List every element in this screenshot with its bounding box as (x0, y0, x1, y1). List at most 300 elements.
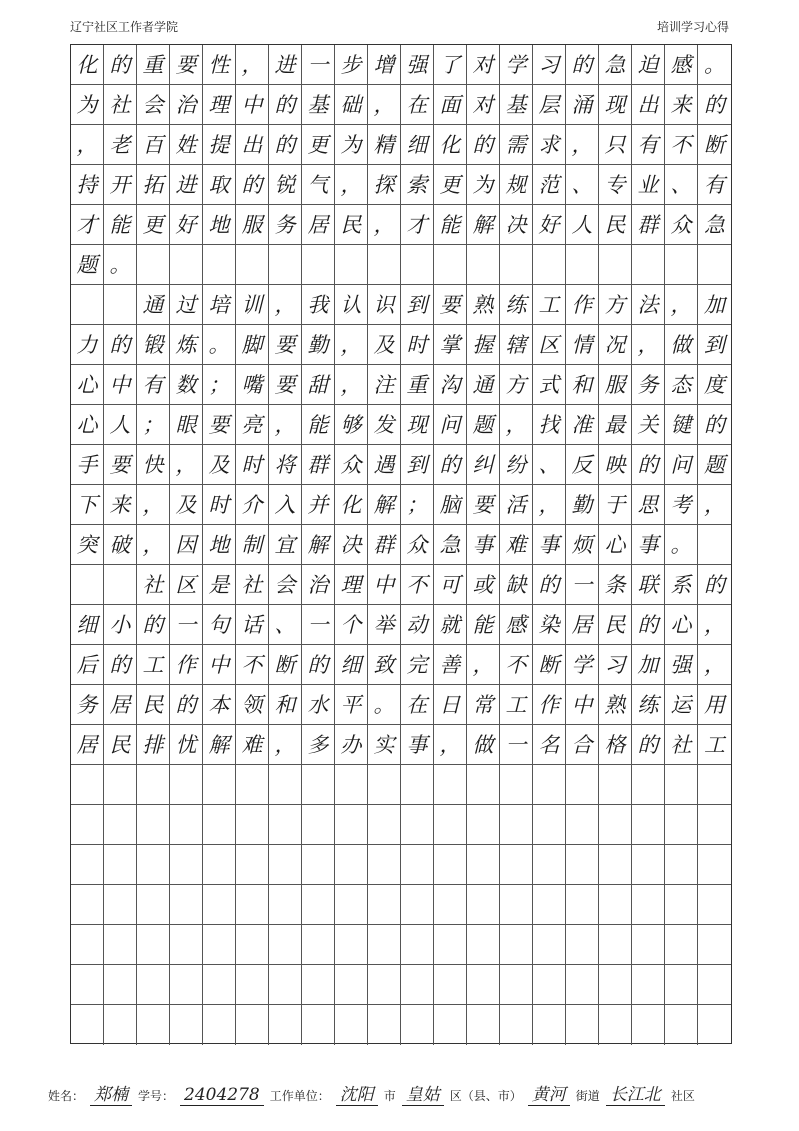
grid-cell: ， (170, 445, 203, 485)
street-suffix: 街道 (575, 1088, 600, 1103)
grid-cell (500, 245, 533, 285)
grid-cell (203, 885, 236, 925)
grid-cell: ， (698, 645, 731, 685)
grid-cell: 社 (236, 565, 269, 605)
grid-cell (401, 805, 434, 845)
grid-cell: 感 (500, 605, 533, 645)
grid-cell (533, 1005, 566, 1045)
grid-cell: 要 (269, 365, 302, 405)
grid-cell: 群 (302, 445, 335, 485)
grid-cell: 要 (434, 285, 467, 325)
grid-cell: 脚 (236, 325, 269, 365)
page-header (70, 14, 729, 38)
grid-cell: 过 (170, 285, 203, 325)
grid-cell: 发 (368, 405, 401, 445)
grid-cell: 感 (665, 45, 698, 85)
grid-cell: 题 (467, 405, 500, 445)
grid-cell (500, 765, 533, 805)
grid-cell: 动 (401, 605, 434, 645)
grid-cell: 话 (236, 605, 269, 645)
grid-cell (401, 885, 434, 925)
grid-cell: 断 (533, 645, 566, 685)
grid-cell: 键 (665, 405, 698, 445)
grid-cell: 群 (632, 205, 665, 245)
grid-cell: 现 (401, 405, 434, 445)
grid-row (71, 725, 731, 765)
grid-cell: 急 (434, 525, 467, 565)
grid-cell (137, 245, 170, 285)
grid-cell (401, 245, 434, 285)
grid-cell (467, 965, 500, 1005)
grid-cell (203, 845, 236, 885)
grid-cell: 基 (302, 85, 335, 125)
grid-cell (368, 965, 401, 1005)
grid-cell (170, 845, 203, 885)
grid-cell: 精 (368, 125, 401, 165)
grid-cell (434, 1005, 467, 1045)
grid-cell (302, 965, 335, 1005)
grid-cell: 中 (566, 685, 599, 725)
grid-cell: 甜 (302, 365, 335, 405)
grid-cell (71, 765, 104, 805)
grid-cell: 做 (467, 725, 500, 765)
grid-cell (170, 965, 203, 1005)
grid-cell (269, 805, 302, 845)
grid-cell (434, 245, 467, 285)
grid-cell (632, 805, 665, 845)
grid-cell: 脑 (434, 485, 467, 525)
grid-cell (335, 965, 368, 1005)
grid-cell (566, 805, 599, 845)
grid-cell (368, 805, 401, 845)
grid-cell: 的 (632, 605, 665, 645)
grid-cell: 。 (104, 245, 137, 285)
district-value: 皇姑 (402, 1085, 444, 1106)
grid-cell: 领 (236, 685, 269, 725)
grid-cell (71, 885, 104, 925)
grid-cell: ， (698, 605, 731, 645)
grid-cell (401, 845, 434, 885)
grid-cell: 加 (698, 285, 731, 325)
grid-row (71, 765, 731, 805)
grid-cell (401, 965, 434, 1005)
grid-cell (500, 925, 533, 965)
grid-cell (203, 1005, 236, 1045)
grid-cell: 民 (335, 205, 368, 245)
grid-cell: 中 (203, 645, 236, 685)
district-suffix: 区（县、市） (449, 1088, 522, 1103)
grid-cell (269, 1005, 302, 1045)
grid-cell: 宜 (269, 525, 302, 565)
grid-cell: 群 (368, 525, 401, 565)
grid-cell (104, 845, 137, 885)
grid-cell (269, 765, 302, 805)
city-value: 沈阳 (336, 1085, 378, 1106)
grid-cell (71, 285, 104, 325)
grid-cell: 的 (533, 565, 566, 605)
grid-cell: 多 (302, 725, 335, 765)
grid-cell: 治 (170, 85, 203, 125)
grid-cell (302, 925, 335, 965)
grid-cell: 的 (302, 645, 335, 685)
grid-cell: 务 (71, 685, 104, 725)
grid-cell (467, 1005, 500, 1045)
grid-cell (203, 245, 236, 285)
grid-cell (302, 765, 335, 805)
grid-cell: 急 (698, 205, 731, 245)
grid-cell: 映 (599, 445, 632, 485)
grid-cell (302, 1005, 335, 1045)
name-value: 郑楠 (90, 1085, 132, 1106)
grid-cell (137, 845, 170, 885)
grid-cell: 工 (533, 285, 566, 325)
grid-cell: 遇 (368, 445, 401, 485)
grid-cell: 我 (302, 285, 335, 325)
grid-cell: 细 (401, 125, 434, 165)
grid-cell (533, 845, 566, 885)
grid-cell: 致 (368, 645, 401, 685)
grid-cell: 心 (599, 525, 632, 565)
grid-cell (137, 1005, 170, 1045)
grid-cell: 础 (335, 85, 368, 125)
grid-cell (566, 965, 599, 1005)
grid-cell: 的 (566, 45, 599, 85)
grid-cell (632, 885, 665, 925)
grid-cell: 社 (104, 85, 137, 125)
grid-cell (632, 925, 665, 965)
grid-cell: 的 (698, 85, 731, 125)
grid-row (71, 925, 731, 965)
grid-cell: 一 (302, 45, 335, 85)
grid-cell: 于 (599, 485, 632, 525)
grid-cell: 举 (368, 605, 401, 645)
grid-cell: 思 (632, 485, 665, 525)
grid-cell: ， (632, 325, 665, 365)
grid-cell: 事 (632, 525, 665, 565)
grid-cell: ， (137, 525, 170, 565)
grid-cell: 人 (566, 205, 599, 245)
grid-cell (335, 1005, 368, 1045)
grid-cell: 工 (137, 645, 170, 685)
grid-cell: 难 (500, 525, 533, 565)
grid-cell: ， (665, 285, 698, 325)
grid-cell: 要 (104, 445, 137, 485)
grid-cell (170, 1005, 203, 1045)
grid-cell (368, 885, 401, 925)
grid-cell: 的 (698, 405, 731, 445)
grid-cell: 会 (269, 565, 302, 605)
grid-cell: ， (269, 405, 302, 445)
grid-cell: 老 (104, 125, 137, 165)
grid-cell (632, 1005, 665, 1045)
community-suffix: 社区 (670, 1088, 695, 1103)
grid-cell: 众 (665, 205, 698, 245)
grid-cell: 掌 (434, 325, 467, 365)
grid-cell: 度 (698, 365, 731, 405)
grid-cell: 式 (533, 365, 566, 405)
grid-cell: 介 (236, 485, 269, 525)
grid-cell (467, 885, 500, 925)
grid-cell: 细 (335, 645, 368, 685)
grid-cell (665, 245, 698, 285)
grid-row (71, 445, 731, 485)
grid-cell: 来 (104, 485, 137, 525)
grid-cell: 更 (302, 125, 335, 165)
grid-cell: 合 (566, 725, 599, 765)
grid-cell: 因 (170, 525, 203, 565)
grid-cell: 问 (434, 405, 467, 445)
grid-row (71, 645, 731, 685)
grid-cell (632, 845, 665, 885)
grid-cell: 、 (665, 165, 698, 205)
grid-cell: 的 (170, 685, 203, 725)
grid-cell: 百 (137, 125, 170, 165)
grid-cell (368, 245, 401, 285)
grid-row (71, 845, 731, 885)
grid-cell: 才 (401, 205, 434, 245)
grid-cell (566, 885, 599, 925)
grid-cell: 和 (566, 365, 599, 405)
name-label: 姓名： (48, 1088, 85, 1103)
grid-cell (137, 765, 170, 805)
grid-cell: 现 (599, 85, 632, 125)
grid-cell (434, 885, 467, 925)
street-value: 黄河 (528, 1085, 570, 1106)
grid-row (71, 45, 731, 85)
grid-cell: 格 (599, 725, 632, 765)
grid-cell (665, 805, 698, 845)
grid-cell (566, 1005, 599, 1045)
grid-cell: 亮 (236, 405, 269, 445)
grid-cell: 中 (104, 365, 137, 405)
grid-cell: 迫 (632, 45, 665, 85)
grid-cell: 沟 (434, 365, 467, 405)
grid-cell: 学 (500, 45, 533, 85)
grid-cell: 练 (632, 685, 665, 725)
grid-cell (269, 245, 302, 285)
grid-cell: 开 (104, 165, 137, 205)
grid-cell: 个 (335, 605, 368, 645)
grid-cell: 好 (533, 205, 566, 245)
grid-cell: 一 (500, 725, 533, 765)
grid-cell: 能 (434, 205, 467, 245)
grid-cell (599, 1005, 632, 1045)
grid-cell (599, 845, 632, 885)
grid-cell: 不 (236, 645, 269, 685)
grid-cell: 层 (533, 85, 566, 125)
grid-cell: 在 (401, 685, 434, 725)
grid-cell: 能 (302, 405, 335, 445)
grid-cell: 的 (137, 605, 170, 645)
grid-cell: ， (269, 725, 302, 765)
grid-cell: 找 (533, 405, 566, 445)
grid-cell (104, 565, 137, 605)
grid-cell: 缺 (500, 565, 533, 605)
grid-cell: 化 (434, 125, 467, 165)
grid-cell: 范 (533, 165, 566, 205)
grid-cell (203, 765, 236, 805)
grid-cell: 居 (71, 725, 104, 765)
grid-cell: 问 (665, 445, 698, 485)
grid-cell: 的 (104, 325, 137, 365)
grid-cell (566, 925, 599, 965)
grid-cell: 决 (335, 525, 368, 565)
document-type: 培训学习心得 (656, 19, 729, 34)
grid-cell: 方 (599, 285, 632, 325)
grid-cell: 解 (368, 485, 401, 525)
grid-cell: 有 (632, 125, 665, 165)
grid-cell: 更 (434, 165, 467, 205)
grid-cell (368, 1005, 401, 1045)
grid-cell: 、 (566, 165, 599, 205)
grid-cell: 取 (203, 165, 236, 205)
grid-cell: 才 (71, 205, 104, 245)
grid-cell: 强 (665, 645, 698, 685)
grid-row (71, 245, 731, 285)
grid-cell (335, 885, 368, 925)
grid-cell (170, 805, 203, 845)
grid-cell: 题 (698, 445, 731, 485)
grid-cell (71, 565, 104, 605)
grid-cell: 训 (236, 285, 269, 325)
grid-cell: 强 (401, 45, 434, 85)
grid-cell: 锻 (137, 325, 170, 365)
grid-cell (665, 1005, 698, 1045)
grid-cell (665, 845, 698, 885)
grid-cell: 到 (698, 325, 731, 365)
grid-cell: 纠 (467, 445, 500, 485)
grid-cell: ， (467, 645, 500, 685)
grid-cell (467, 925, 500, 965)
grid-cell: 日 (434, 685, 467, 725)
grid-cell (302, 845, 335, 885)
grid-cell: 及 (368, 325, 401, 365)
grid-cell (236, 765, 269, 805)
grid-cell (434, 925, 467, 965)
grid-cell: 索 (401, 165, 434, 205)
grid-cell (533, 245, 566, 285)
grid-cell: 不 (401, 565, 434, 605)
grid-cell: 一 (302, 605, 335, 645)
grid-cell: ， (500, 405, 533, 445)
grid-cell: 是 (203, 565, 236, 605)
grid-cell: 可 (434, 565, 467, 605)
grid-cell: 关 (632, 405, 665, 445)
grid-cell: 纷 (500, 445, 533, 485)
grid-cell: ； (203, 365, 236, 405)
grid-cell: 够 (335, 405, 368, 445)
grid-cell (434, 765, 467, 805)
grid-cell: 提 (203, 125, 236, 165)
grid-cell (599, 965, 632, 1005)
grid-cell (434, 845, 467, 885)
community-value: 长江北 (606, 1085, 665, 1106)
grid-cell (500, 1005, 533, 1045)
grid-cell: 一 (566, 565, 599, 605)
grid-cell: 、 (269, 605, 302, 645)
grid-cell (533, 765, 566, 805)
grid-cell: 民 (599, 605, 632, 645)
grid-cell: 句 (203, 605, 236, 645)
grid-cell: 注 (368, 365, 401, 405)
grid-cell: 善 (434, 645, 467, 685)
grid-cell: 务 (632, 365, 665, 405)
grid-cell: 要 (269, 325, 302, 365)
grid-cell: ， (434, 725, 467, 765)
grid-cell (104, 285, 137, 325)
grid-cell (533, 805, 566, 845)
grid-cell: 要 (203, 405, 236, 445)
grid-cell: 出 (632, 85, 665, 125)
grid-cell: 断 (269, 645, 302, 685)
grid-cell (599, 245, 632, 285)
grid-cell (665, 925, 698, 965)
grid-cell: 的 (236, 165, 269, 205)
grid-cell: 探 (368, 165, 401, 205)
grid-cell: 手 (71, 445, 104, 485)
grid-row (71, 1005, 731, 1045)
grid-cell: 好 (170, 205, 203, 245)
grid-cell: 决 (500, 205, 533, 245)
grid-cell: 的 (698, 565, 731, 605)
grid-cell: 有 (698, 165, 731, 205)
grid-cell: ， (698, 485, 731, 525)
grid-cell: 的 (269, 125, 302, 165)
grid-cell (302, 805, 335, 845)
grid-cell (698, 1005, 731, 1045)
grid-cell (335, 765, 368, 805)
grid-cell (236, 925, 269, 965)
grid-cell: 专 (599, 165, 632, 205)
grid-cell: ， (269, 285, 302, 325)
grid-cell: 嘴 (236, 365, 269, 405)
grid-cell: ； (401, 485, 434, 525)
grid-cell (665, 765, 698, 805)
grid-cell: ， (137, 485, 170, 525)
grid-cell: 服 (236, 205, 269, 245)
grid-cell: 学 (566, 645, 599, 685)
grid-cell: 气 (302, 165, 335, 205)
grid-cell: 认 (335, 285, 368, 325)
grid-cell: 工 (500, 685, 533, 725)
grid-cell: 系 (665, 565, 698, 605)
grid-cell: 理 (203, 85, 236, 125)
grid-cell (302, 245, 335, 285)
grid-cell: 性 (203, 45, 236, 85)
grid-cell: 最 (599, 405, 632, 445)
grid-cell: 解 (467, 205, 500, 245)
grid-cell: 考 (665, 485, 698, 525)
grid-cell: 用 (698, 685, 731, 725)
grid-cell: 完 (401, 645, 434, 685)
grid-cell (698, 925, 731, 965)
grid-cell: ， (335, 365, 368, 405)
grid-cell (467, 245, 500, 285)
grid-row (71, 325, 731, 365)
grid-row (71, 85, 731, 125)
grid-cell: 的 (467, 125, 500, 165)
grid-cell: 熟 (599, 685, 632, 725)
grid-cell (236, 885, 269, 925)
grid-cell: 居 (566, 605, 599, 645)
grid-cell: 社 (665, 725, 698, 765)
grid-cell: 人 (104, 405, 137, 445)
grid-cell: 出 (236, 125, 269, 165)
grid-cell (170, 885, 203, 925)
grid-cell: 烦 (566, 525, 599, 565)
grid-cell: 。 (203, 325, 236, 365)
grid-cell (236, 805, 269, 845)
